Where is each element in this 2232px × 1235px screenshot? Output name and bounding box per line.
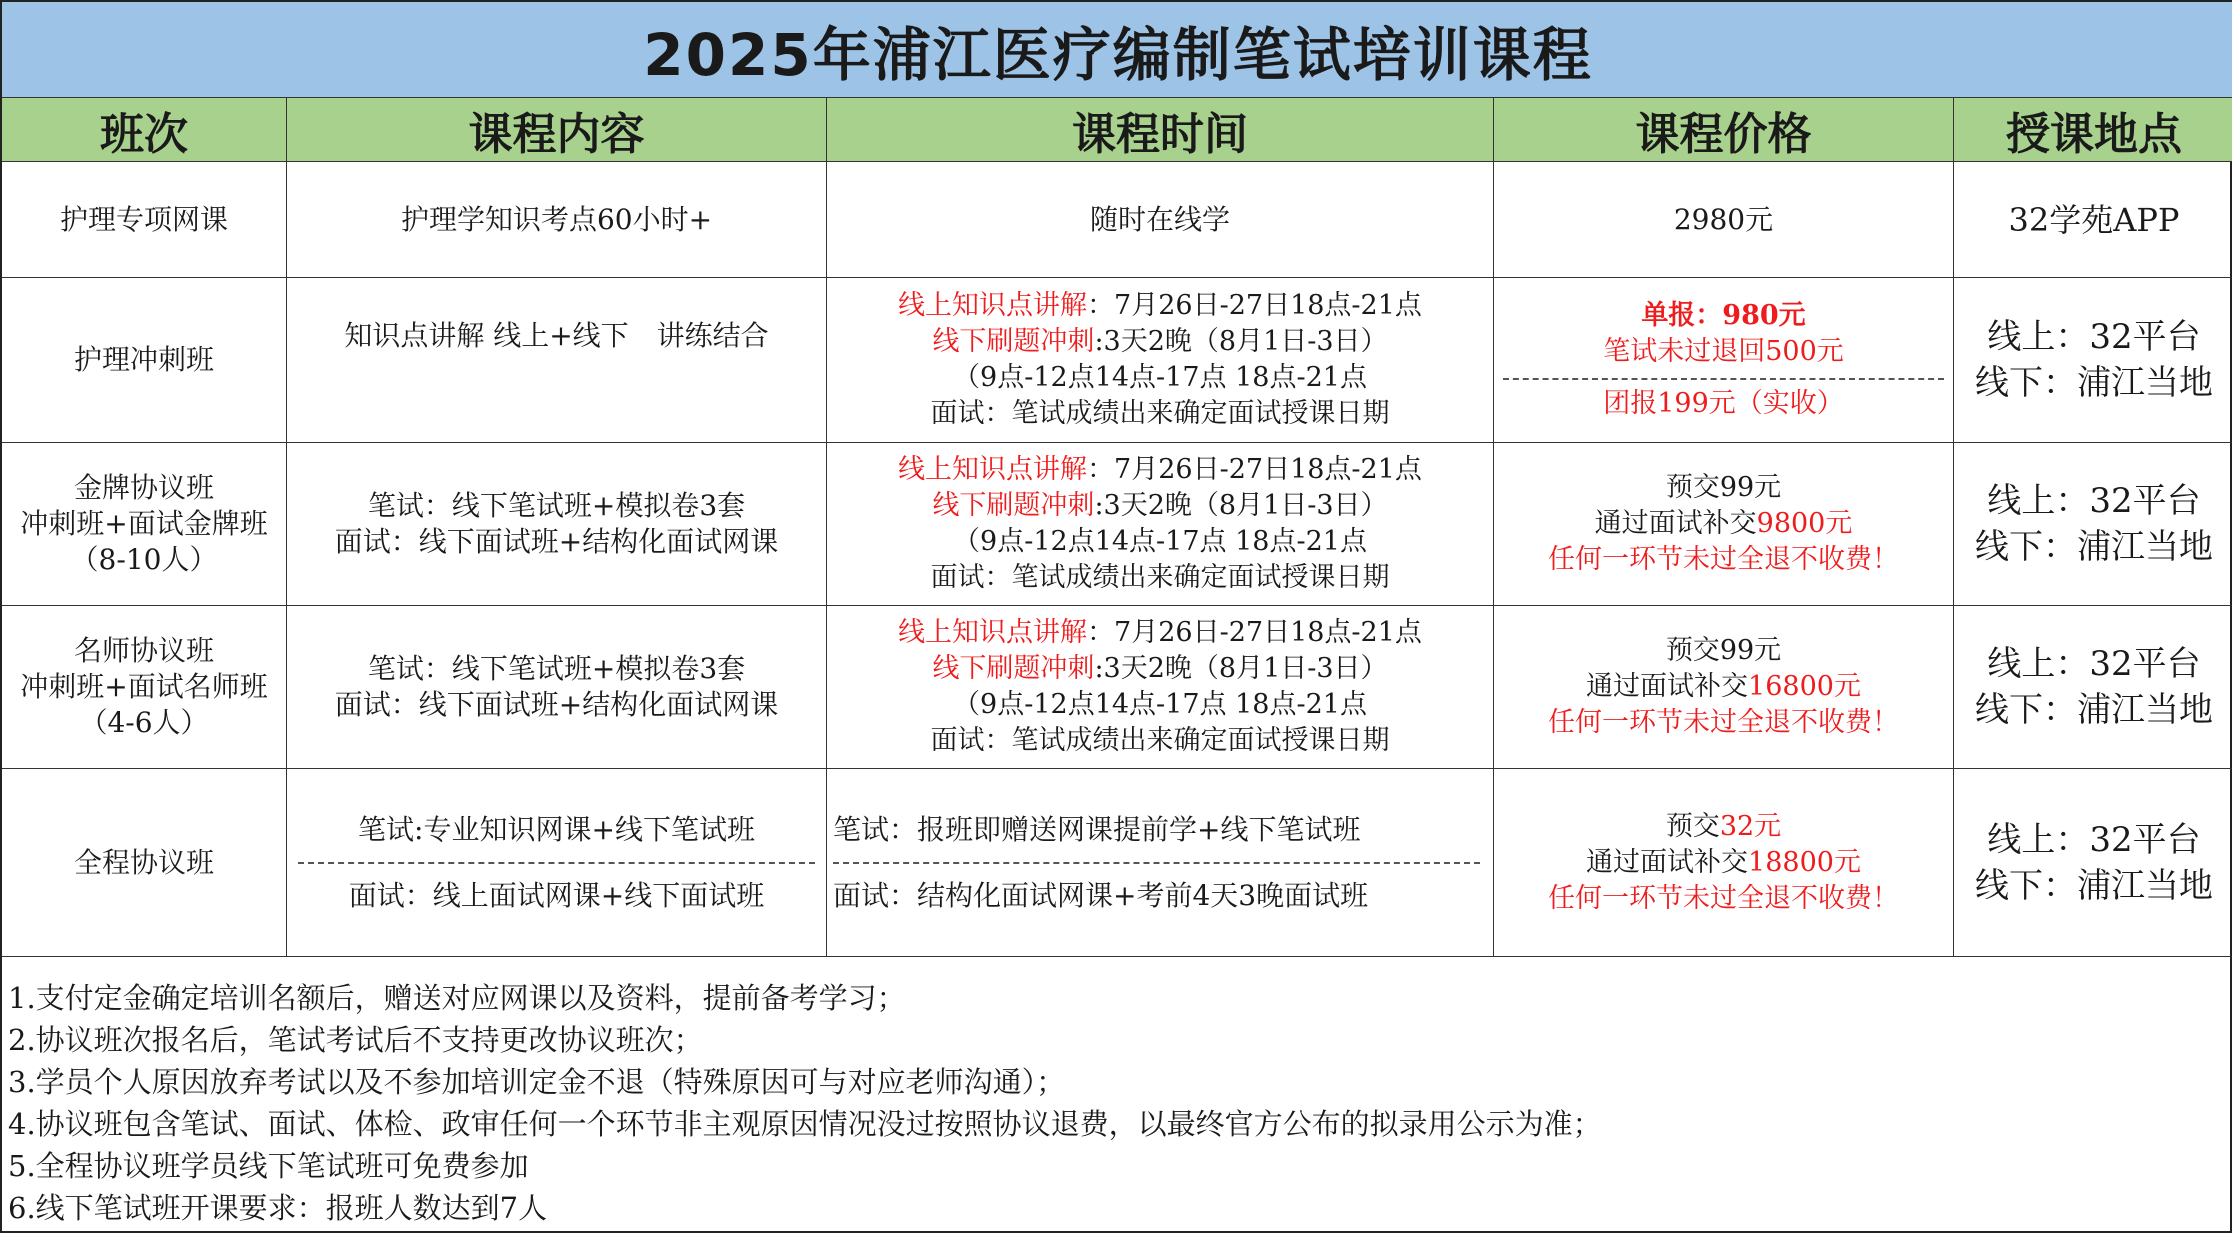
location-cell bbox=[1954, 443, 2232, 606]
balance-line bbox=[1586, 669, 1861, 705]
note-item: 2.协议班次报名后，笔试考试后不支持更改协议班次； bbox=[8, 1023, 703, 1057]
online-session-line bbox=[898, 288, 1422, 324]
location-online: 线上：32平台 bbox=[1987, 481, 2201, 521]
class-name-cell bbox=[2, 606, 287, 769]
online-session-label: 线上知识点讲解 bbox=[898, 617, 1088, 648]
offline-session-value: :3天2晚（8月1日-3日） bbox=[1094, 326, 1388, 357]
location-online: 线上：32平台 bbox=[1987, 317, 2201, 357]
header-price: 课程价格 bbox=[1494, 98, 1954, 162]
location-cell bbox=[1954, 606, 2232, 769]
title-bar bbox=[2, 2, 2232, 98]
header-time: 课程时间 bbox=[827, 98, 1494, 162]
deposit-line bbox=[1666, 470, 1781, 506]
balance-line bbox=[1595, 506, 1853, 542]
class-subtitle: 冲刺班+面试金牌班 bbox=[20, 507, 268, 540]
header-content: 课程内容 bbox=[287, 98, 827, 162]
interview-schedule: 面试：笔试成绩出来确定面试授课日期 bbox=[930, 398, 1390, 429]
content-written: 笔试:专业知识网课+线下笔试班 bbox=[358, 812, 755, 846]
balance-line bbox=[1586, 845, 1861, 881]
time-line: 随时在线学 bbox=[1089, 202, 1230, 236]
class-name-cell bbox=[2, 162, 287, 278]
content-line: 面试：线下面试班+结构化面试网课 bbox=[334, 688, 779, 721]
table-row bbox=[2, 443, 2232, 606]
location-offline: 线下：浦江当地 bbox=[1975, 527, 2213, 567]
class-name-cell bbox=[2, 278, 287, 443]
refund-guarantee: 任何一环节未过全退不收费！ bbox=[1548, 544, 1899, 575]
class-name: 全程协议班 bbox=[73, 845, 214, 879]
session-hours: （9点-12点14点-17点 18点-21点 bbox=[953, 362, 1367, 393]
balance-value: 9800元 bbox=[1756, 508, 1853, 539]
divider bbox=[298, 862, 815, 864]
time-cell bbox=[827, 443, 1494, 606]
session-hours: （9点-12点14点-17点 18点-21点 bbox=[953, 689, 1367, 720]
price-cell bbox=[1494, 278, 1954, 443]
refund-note: 笔试未过退回500元 bbox=[1603, 336, 1844, 367]
online-session-value: ：7月26日-27日18点-21点 bbox=[1087, 617, 1422, 648]
time-cell bbox=[827, 162, 1494, 278]
offline-session-value: :3天2晚（8月1日-3日） bbox=[1094, 490, 1388, 521]
balance-prefix: 通过面试补交 bbox=[1594, 508, 1757, 539]
deposit-value: 32元 bbox=[1719, 810, 1782, 842]
price-line: 2980元 bbox=[1673, 202, 1774, 236]
online-session-label: 线上知识点讲解 bbox=[898, 290, 1088, 321]
deposit-value: 99元 bbox=[1719, 635, 1782, 666]
session-hours: （9点-12点14点-17点 18点-21点 bbox=[953, 526, 1367, 557]
interview-schedule: 面试：笔试成绩出来确定面试授课日期 bbox=[930, 562, 1390, 593]
content-cell bbox=[287, 443, 827, 606]
location-cell bbox=[1954, 278, 2232, 443]
deposit-prefix: 预交 bbox=[1665, 472, 1720, 503]
content-cell bbox=[287, 769, 827, 957]
offline-session-label: 线下刷题冲刺 bbox=[932, 326, 1095, 357]
offline-session-line bbox=[932, 324, 1387, 360]
header-row bbox=[2, 98, 2232, 162]
offline-session-line bbox=[932, 651, 1387, 687]
time-cell bbox=[827, 769, 1494, 957]
time-cell bbox=[827, 278, 1494, 443]
class-size: （8-10人） bbox=[70, 543, 218, 576]
location-online: 线上：32平台 bbox=[1987, 644, 2201, 684]
class-name-cell bbox=[2, 769, 287, 957]
note-item: 1.支付定金确定培训名额后，赠送对应网课以及资料，提前备考学习； bbox=[8, 981, 906, 1015]
note-item: 4.协议班包含笔试、面试、体检、政审任何一个环节非主观原因情况没过按照协议退费，以最终官方公布的拟录用公示为准； bbox=[8, 1107, 1602, 1141]
content-line: 护理学知识考点60小时+ bbox=[400, 202, 713, 236]
note-item: 3.学员个人原因放弃考试以及不参加培训定金不退（特殊原因可与对应老师沟通）； bbox=[8, 1065, 1066, 1099]
refund-guarantee: 任何一环节未过全退不收费！ bbox=[1548, 882, 1899, 914]
deposit-prefix: 预交 bbox=[1665, 635, 1720, 666]
online-session-label: 线上知识点讲解 bbox=[898, 454, 1088, 485]
price-cell bbox=[1494, 443, 1954, 606]
notes-section bbox=[2, 957, 2232, 1235]
single-price: 单报：980元 bbox=[1641, 300, 1806, 331]
header-location: 授课地点 bbox=[1954, 98, 2232, 162]
online-session-line bbox=[898, 615, 1422, 651]
content-cell bbox=[287, 606, 827, 769]
balance-prefix: 通过面试补交 bbox=[1586, 671, 1749, 702]
time-written: 笔试：报班即赠送网课提前学+线下笔试班 bbox=[833, 812, 1361, 846]
offline-session-value: :3天2晚（8月1日-3日） bbox=[1094, 653, 1388, 684]
table-row bbox=[2, 769, 2232, 957]
header-class: 班次 bbox=[2, 98, 287, 162]
balance-prefix: 通过面试补交 bbox=[1586, 846, 1749, 878]
location-cell bbox=[1954, 769, 2232, 957]
location-line: 32学苑APP bbox=[2008, 200, 2180, 239]
content-cell bbox=[287, 278, 827, 443]
price-cell bbox=[1494, 162, 1954, 278]
price-cell bbox=[1494, 606, 1954, 769]
location-online: 线上：32平台 bbox=[1987, 819, 2201, 860]
interview-schedule: 面试：笔试成绩出来确定面试授课日期 bbox=[930, 725, 1390, 756]
page-title: 2025年浦江医疗编制笔试培训课程 bbox=[643, 20, 1593, 89]
balance-value: 16800元 bbox=[1748, 671, 1861, 702]
offline-session-line bbox=[932, 488, 1387, 524]
class-name: 金牌协议班 bbox=[73, 471, 214, 504]
table-row bbox=[2, 278, 2232, 443]
class-name: 护理冲刺班 bbox=[73, 343, 214, 376]
class-subtitle: 冲刺班+面试名师班 bbox=[20, 670, 268, 703]
time-cell bbox=[827, 606, 1494, 769]
time-interview: 面试：结构化面试网课+考前4天3晚面试班 bbox=[833, 878, 1369, 912]
content-line: 知识点讲解 线上+线下 讲练结合 bbox=[344, 319, 769, 352]
class-name-cell bbox=[2, 443, 287, 606]
divider bbox=[833, 862, 1480, 864]
table-row bbox=[2, 162, 2232, 278]
content-line: 面试：线下面试班+结构化面试网课 bbox=[334, 525, 779, 558]
content-interview: 面试：线上面试网课+线下面试班 bbox=[348, 878, 765, 912]
balance-value: 18800元 bbox=[1748, 846, 1861, 878]
offline-session-label: 线下刷题冲刺 bbox=[932, 490, 1095, 521]
note-item: 6.线下笔试班开课要求：报班人数达到7人 bbox=[8, 1191, 548, 1225]
deposit-line bbox=[1666, 633, 1781, 669]
content-line: 笔试：线下笔试班+模拟卷3套 bbox=[367, 652, 746, 685]
location-offline: 线下：浦江当地 bbox=[1975, 865, 2213, 906]
refund-guarantee: 任何一环节未过全退不收费！ bbox=[1548, 707, 1899, 738]
online-session-line bbox=[898, 452, 1422, 488]
location-cell bbox=[1954, 162, 2232, 278]
content-line: 笔试：线下笔试班+模拟卷3套 bbox=[367, 489, 746, 522]
deposit-value: 99元 bbox=[1719, 472, 1782, 503]
divider bbox=[1503, 378, 1944, 380]
price-cell bbox=[1494, 769, 1954, 957]
content-cell bbox=[287, 162, 827, 278]
offline-session-label: 线下刷题冲刺 bbox=[932, 653, 1095, 684]
class-size: （4-6人） bbox=[79, 706, 209, 739]
table-row bbox=[2, 606, 2232, 769]
class-name: 名师协议班 bbox=[73, 634, 214, 667]
note-item: 5.全程协议班学员线下笔试班可免费参加 bbox=[8, 1149, 529, 1183]
group-price: 团报199元（实收） bbox=[1603, 388, 1844, 419]
class-name: 护理专项网课 bbox=[59, 202, 228, 236]
online-session-value: ：7月26日-27日18点-21点 bbox=[1087, 290, 1422, 321]
location-offline: 线下：浦江当地 bbox=[1975, 363, 2213, 403]
location-offline: 线下：浦江当地 bbox=[1975, 690, 2213, 730]
deposit-line bbox=[1666, 809, 1781, 845]
online-session-value: ：7月26日-27日18点-21点 bbox=[1087, 454, 1422, 485]
deposit-prefix: 预交 bbox=[1665, 810, 1720, 842]
